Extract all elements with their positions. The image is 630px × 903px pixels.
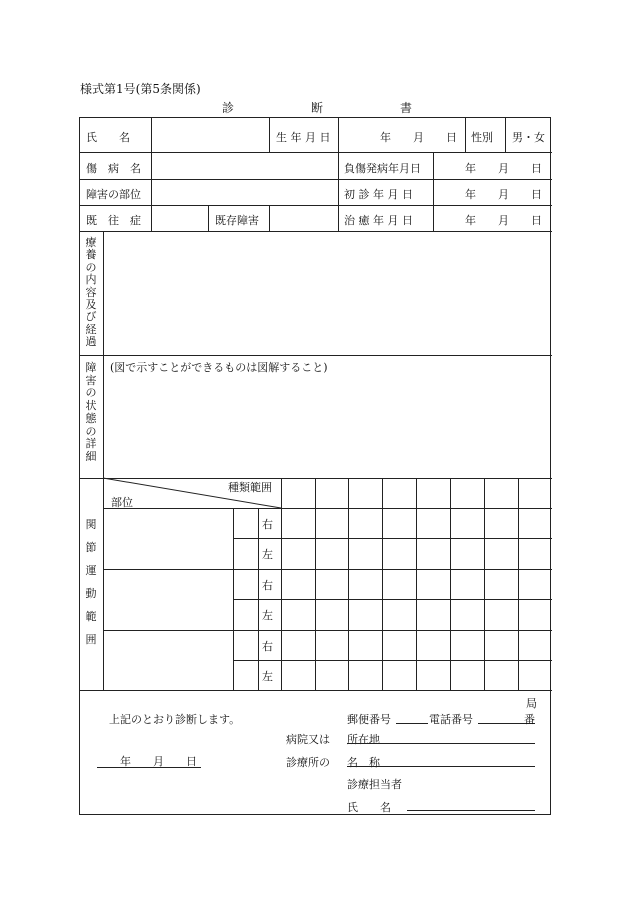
label-char: 範 bbox=[85, 610, 97, 623]
onset-date-label: 負傷発病年月日 bbox=[344, 162, 421, 175]
existing-disability-label: 既存障害 bbox=[215, 214, 259, 227]
disability-note: (図で示すことができるものは図解すること) bbox=[110, 361, 328, 374]
facility-name-underline[interactable] bbox=[347, 766, 535, 767]
label-char: 過 bbox=[85, 335, 97, 348]
label-char: 動 bbox=[85, 587, 97, 600]
rom-side-right: 右 bbox=[262, 518, 273, 531]
medical-history-field[interactable] bbox=[152, 206, 207, 230]
label-char: 細 bbox=[85, 449, 97, 463]
label-char: 経 bbox=[85, 322, 97, 336]
facility-name-label: 名 称 bbox=[347, 756, 380, 769]
title-char-1: 診 bbox=[222, 101, 235, 115]
label-char: 詳 bbox=[85, 437, 97, 451]
rom-side-left: 左 bbox=[262, 609, 273, 622]
label-char: 運 bbox=[85, 564, 97, 577]
rom-header-type: 種類範囲 bbox=[228, 481, 272, 494]
sex-value[interactable]: 男・女 bbox=[512, 131, 545, 144]
office-bottom-char: 番 bbox=[524, 713, 535, 726]
rom-side-left: 左 bbox=[262, 548, 273, 561]
onset-date-value[interactable]: 年 月 日 bbox=[465, 162, 542, 175]
office-top-char: 局 bbox=[526, 697, 537, 710]
label-char: 節 bbox=[85, 541, 97, 554]
label-char: 状 bbox=[85, 399, 97, 413]
birth-date-label: 生 年 月 日 bbox=[276, 131, 331, 144]
doctor-name-underline[interactable] bbox=[407, 810, 535, 811]
injury-label: 傷 病 名 bbox=[86, 162, 141, 175]
label-char: 容 bbox=[85, 285, 97, 299]
site-label: 障害の部位 bbox=[86, 188, 141, 201]
label-char: の bbox=[85, 260, 97, 274]
form-title bbox=[222, 99, 412, 116]
sex-label: 性別 bbox=[471, 131, 493, 144]
label-char: 及 bbox=[85, 297, 97, 311]
patient-name-field[interactable] bbox=[152, 119, 268, 151]
doctor-label: 診療担当者 bbox=[347, 778, 402, 791]
label-char: 障 bbox=[85, 361, 97, 374]
history-label: 既 往 症 bbox=[86, 214, 141, 227]
label-char: び bbox=[85, 310, 97, 324]
rom-part-field[interactable] bbox=[104, 631, 232, 689]
diagnosis-statement: 上記のとおり診断します。 bbox=[109, 713, 241, 726]
disability-detail-label bbox=[80, 362, 102, 462]
label-char: の bbox=[85, 424, 97, 438]
label-char: 囲 bbox=[85, 633, 97, 646]
hospital-label-1: 病院又は bbox=[286, 733, 330, 746]
postal-code-underline[interactable] bbox=[396, 723, 428, 724]
phone-label: 電話番号 bbox=[429, 713, 473, 726]
rom-part-field[interactable] bbox=[104, 509, 232, 568]
injury-name-field[interactable] bbox=[152, 153, 337, 178]
label-char: 療 bbox=[85, 236, 97, 249]
hospital-label-2: 診療所の bbox=[286, 756, 330, 769]
label-char: 態 bbox=[85, 411, 97, 425]
label-char: 害 bbox=[85, 373, 97, 387]
treatment-label bbox=[80, 237, 102, 347]
rom-label bbox=[80, 519, 102, 645]
title-char-3: 書 bbox=[399, 101, 412, 115]
label-char: 関 bbox=[85, 518, 97, 531]
rom-side-right: 右 bbox=[262, 579, 273, 592]
treatment-details-field[interactable] bbox=[104, 232, 551, 354]
diagnosis-form-sheet bbox=[79, 117, 551, 815]
diagnosis-date[interactable]: 年 月 日 bbox=[120, 755, 197, 768]
birth-date-value[interactable]: 年 月 日 bbox=[380, 131, 457, 144]
cure-date-label: 治 癒 年 月 日 bbox=[344, 214, 413, 227]
first-visit-label: 初 診 年 月 日 bbox=[344, 188, 413, 201]
rom-part-field[interactable] bbox=[104, 570, 232, 629]
rom-side-left: 左 bbox=[262, 670, 273, 683]
disability-details-field[interactable] bbox=[104, 374, 551, 477]
rom-header-part: 部位 bbox=[111, 496, 133, 509]
form-number-label: 様式第1号(第5条関係) bbox=[80, 82, 201, 96]
cure-date-value[interactable]: 年 月 日 bbox=[465, 214, 542, 227]
first-visit-value[interactable]: 年 月 日 bbox=[465, 188, 542, 201]
existing-disability-field[interactable] bbox=[270, 206, 337, 230]
disability-site-field[interactable] bbox=[152, 180, 337, 204]
address-label: 所在地 bbox=[347, 733, 380, 746]
address-underline[interactable] bbox=[347, 743, 535, 744]
date-underline bbox=[97, 767, 201, 768]
title-char-2: 断 bbox=[310, 101, 323, 115]
rom-side-right: 右 bbox=[262, 640, 273, 653]
label-char: 養 bbox=[85, 248, 97, 262]
doctor-name-label: 氏 名 bbox=[347, 801, 391, 814]
label-char: の bbox=[85, 386, 97, 400]
label-char: 内 bbox=[85, 273, 97, 287]
postal-code-label: 郵便番号 bbox=[347, 713, 391, 726]
name-label: 氏 名 bbox=[86, 131, 130, 144]
